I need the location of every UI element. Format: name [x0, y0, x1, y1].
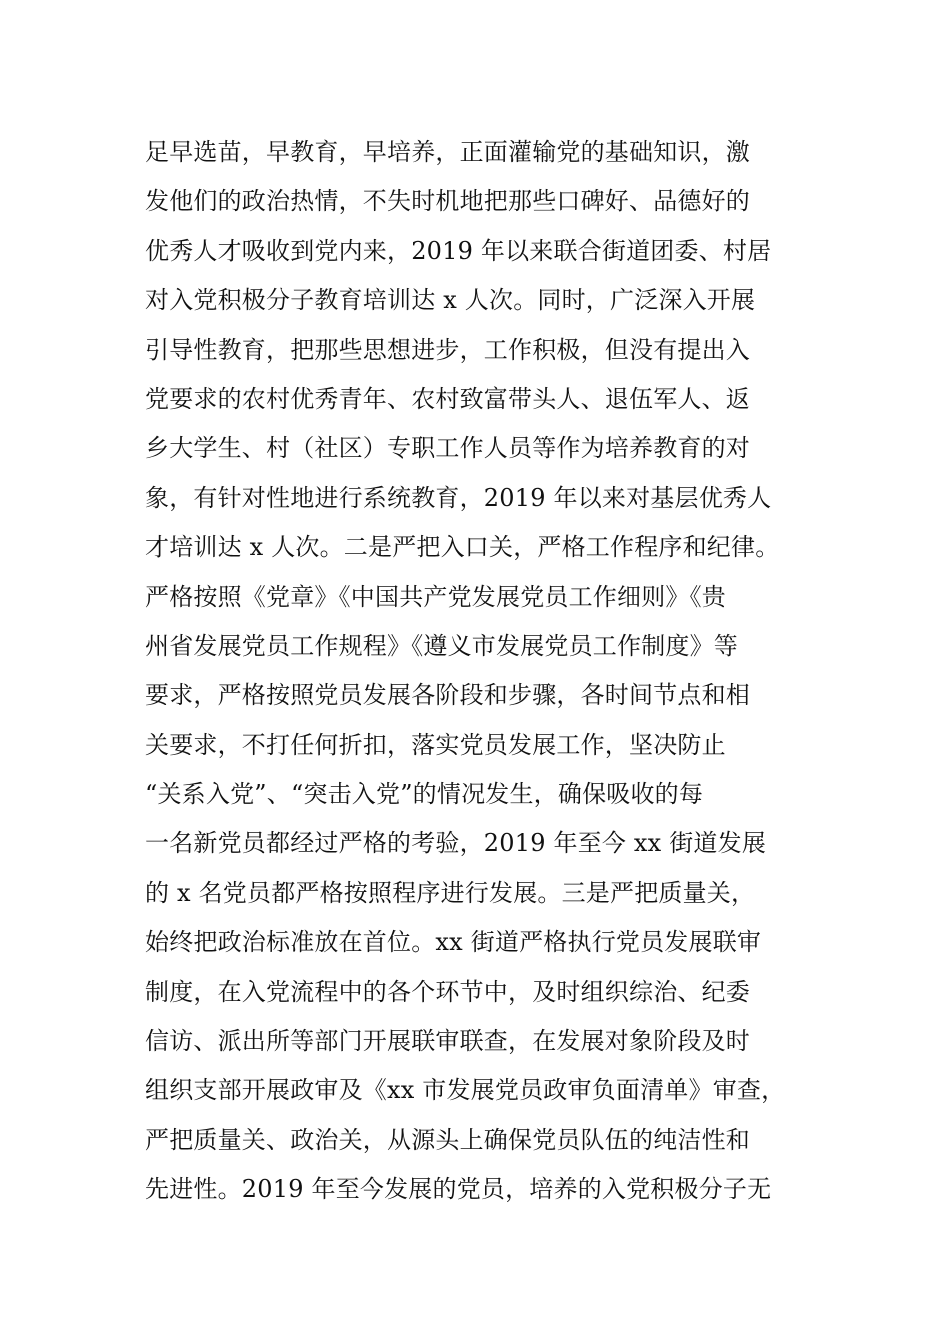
text-line: 引导性教育，把那些思想进步，工作积极，但没有提出入 — [145, 335, 750, 364]
text-line: 党要求的农村优秀青年、农村致富带头人、退伍军人、返 — [145, 384, 750, 413]
text-line: 信访、派出所等部门开展联审联查，在发展对象阶段及时 — [145, 1027, 750, 1056]
text-line: 才培训达 x 人次。二是严把入口关，严格工作程序和纪律。 — [145, 533, 780, 562]
text-line: “关系入党”、“突击入党”的情况发生，确保吸收的每 — [145, 780, 704, 809]
text-line: 优秀人才吸收到党内来，2019 年以来联合街道团委、村居 — [145, 236, 772, 265]
text-line: 要求，严格按照党员发展各阶段和步骤，各时间节点和相 — [145, 681, 750, 710]
text-line: 组织支部开展政审及《xx 市发展党员政审负面清单》审查， — [145, 1076, 786, 1105]
text-line: 象，有针对性地进行系统教育，2019 年以来对基层优秀人 — [145, 483, 772, 512]
text-line: 足早选苗，早教育，早培养，正面灌输党的基础知识，激 — [145, 138, 750, 166]
text-line: 发他们的政治热情，不失时机地把那些口碑好、品德好的 — [145, 187, 750, 216]
body-paragraph — [145, 128, 810, 1215]
text-line: 制度，在入党流程中的各个环节中，及时组织综治、纪委 — [145, 977, 750, 1006]
text-line: 严格按照《党章》《中国共产党发展党员工作细则》《贵 — [145, 582, 726, 611]
text-line: 的 x 名党员都严格按照程序进行发展。三是严把质量关， — [145, 878, 756, 907]
text-line: 对入党积极分子教育培训达 x 人次。同时，广泛深入开展 — [145, 286, 756, 315]
text-line: 始终把政治标准放在首位。xx 街道严格执行党员发展联审 — [145, 928, 762, 957]
text-line: 州省发展党员工作规程》《遵义市发展党员工作制度》等 — [145, 631, 738, 660]
text-line: 严把质量关、政治关，从源头上确保党员队伍的纯洁性和 — [145, 1125, 750, 1154]
text-line: 关要求，不打任何折扣，落实党员发展工作，坚决防止 — [145, 730, 726, 759]
text-line: 乡大学生、村（社区）专职工作人员等作为培养教育的对 — [145, 434, 750, 463]
text-line: 先进性。2019 年至今发展的党员，培养的入党积极分子无 — [145, 1175, 772, 1204]
text-line: 一名新党员都经过严格的考验，2019 年至今 xx 街道发展 — [145, 829, 767, 858]
